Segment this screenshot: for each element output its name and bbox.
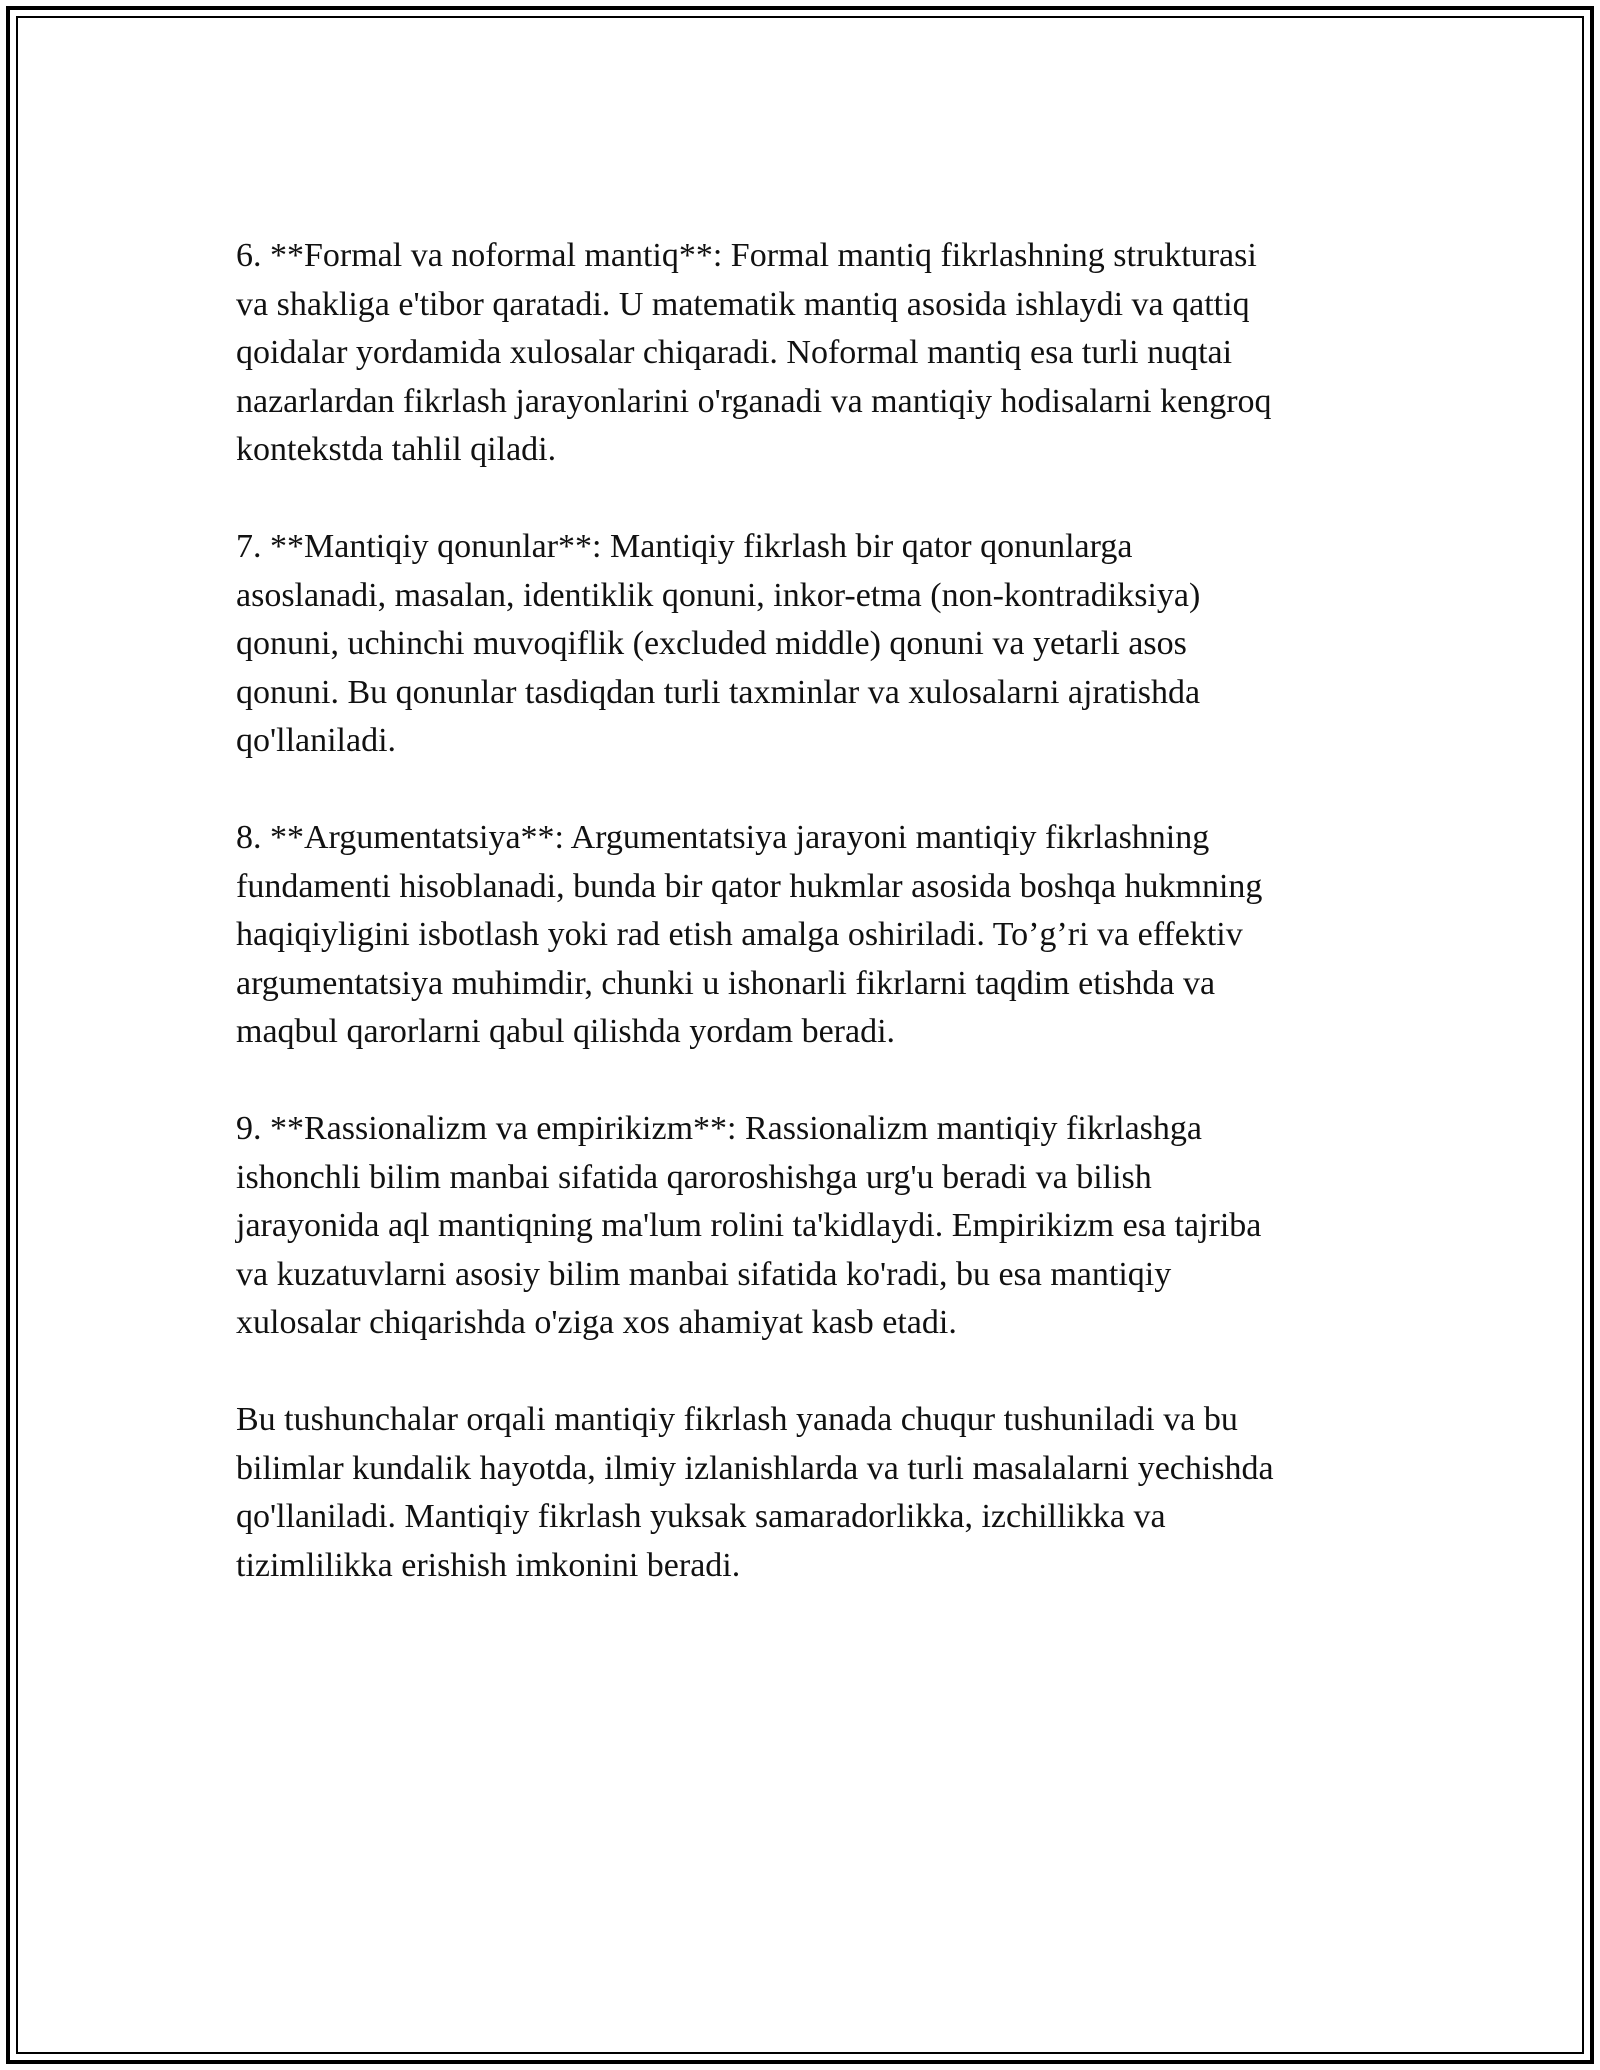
paragraph-formal-informal-logic: 6. **Formal va noformal mantiq**: Formal mantiq fikrlashning strukturasi va shakliga e'tibor qaratadi. U matematik mantiq asosida ishlaydi va qattiq qoidalar yordamida xulosalar chiqaradi. Noformal mantiq esa turli nuqtai nazarlardan fikrlash jarayonlarini o'rganadi va mantiqiy hodisalarni kengroq kontekstda tahlil qiladi. <box>236 237 1272 468</box>
paragraph-argumentation: 8. **Argumentatsiya**: Argumentatsiya jarayoni mantiqiy fikrlashning fundamenti hisoblanadi, bunda bir qator hukmlar asosida boshqa hukmning haqiqiyligini isbotlash yoki rad etish amalga oshiriladi. To’g’ri va effektiv argumentatsiya muhimdir, chunki u ishonarli fikrlarni taqdim etishda va maqbul qarorlarni qabul qilishda yordam beradi. <box>236 819 1263 1050</box>
paragraph-logical-laws: 7. **Mantiqiy qonunlar**: Mantiqiy fikrlash bir qator qonunlarga asoslanadi, masalan, identiklik qonuni, inkor-etma (non-kontradiksiya) qonuni, uchinchi muvoqiflik (excluded middle) qonuni va yetarli asos qonuni. Bu qonunlar tasdiqdan turli taxminlar va xulosalarni ajratishda qo'llaniladi. <box>236 528 1201 759</box>
paragraph-conclusion: Bu tushunchalar orqali mantiqiy fikrlash yanada chuqur tushuniladi va bu bilimlar kundalik hayotda, ilmiy izlanishlarda va turli masalalarni yechishda qo'llaniladi. Mantiqiy fikrlash yuksak samaradorlikka, izchillikka va tizimlilikka erishish imkonini beradi. <box>236 1401 1274 1584</box>
paragraph-rationalism-empiricism: 9. **Rassionalizm va empirikizm**: Rassionalizm mantiqiy fikrlashga ishonchli bilim manbai sifatida qaroroshishga urg'u beradi va bilish jarayonida aql mantiqning ma'lum rolini ta'kidlaydi. Empirikizm esa tajriba va kuzatuvlarni asosiy bilim manbai sifatida ko'radi, bu esa mantiqiy xulosalar chiqarishda o'ziga xos ahamiyat kasb etadi. <box>236 1110 1262 1341</box>
document-body <box>236 232 1366 1590</box>
